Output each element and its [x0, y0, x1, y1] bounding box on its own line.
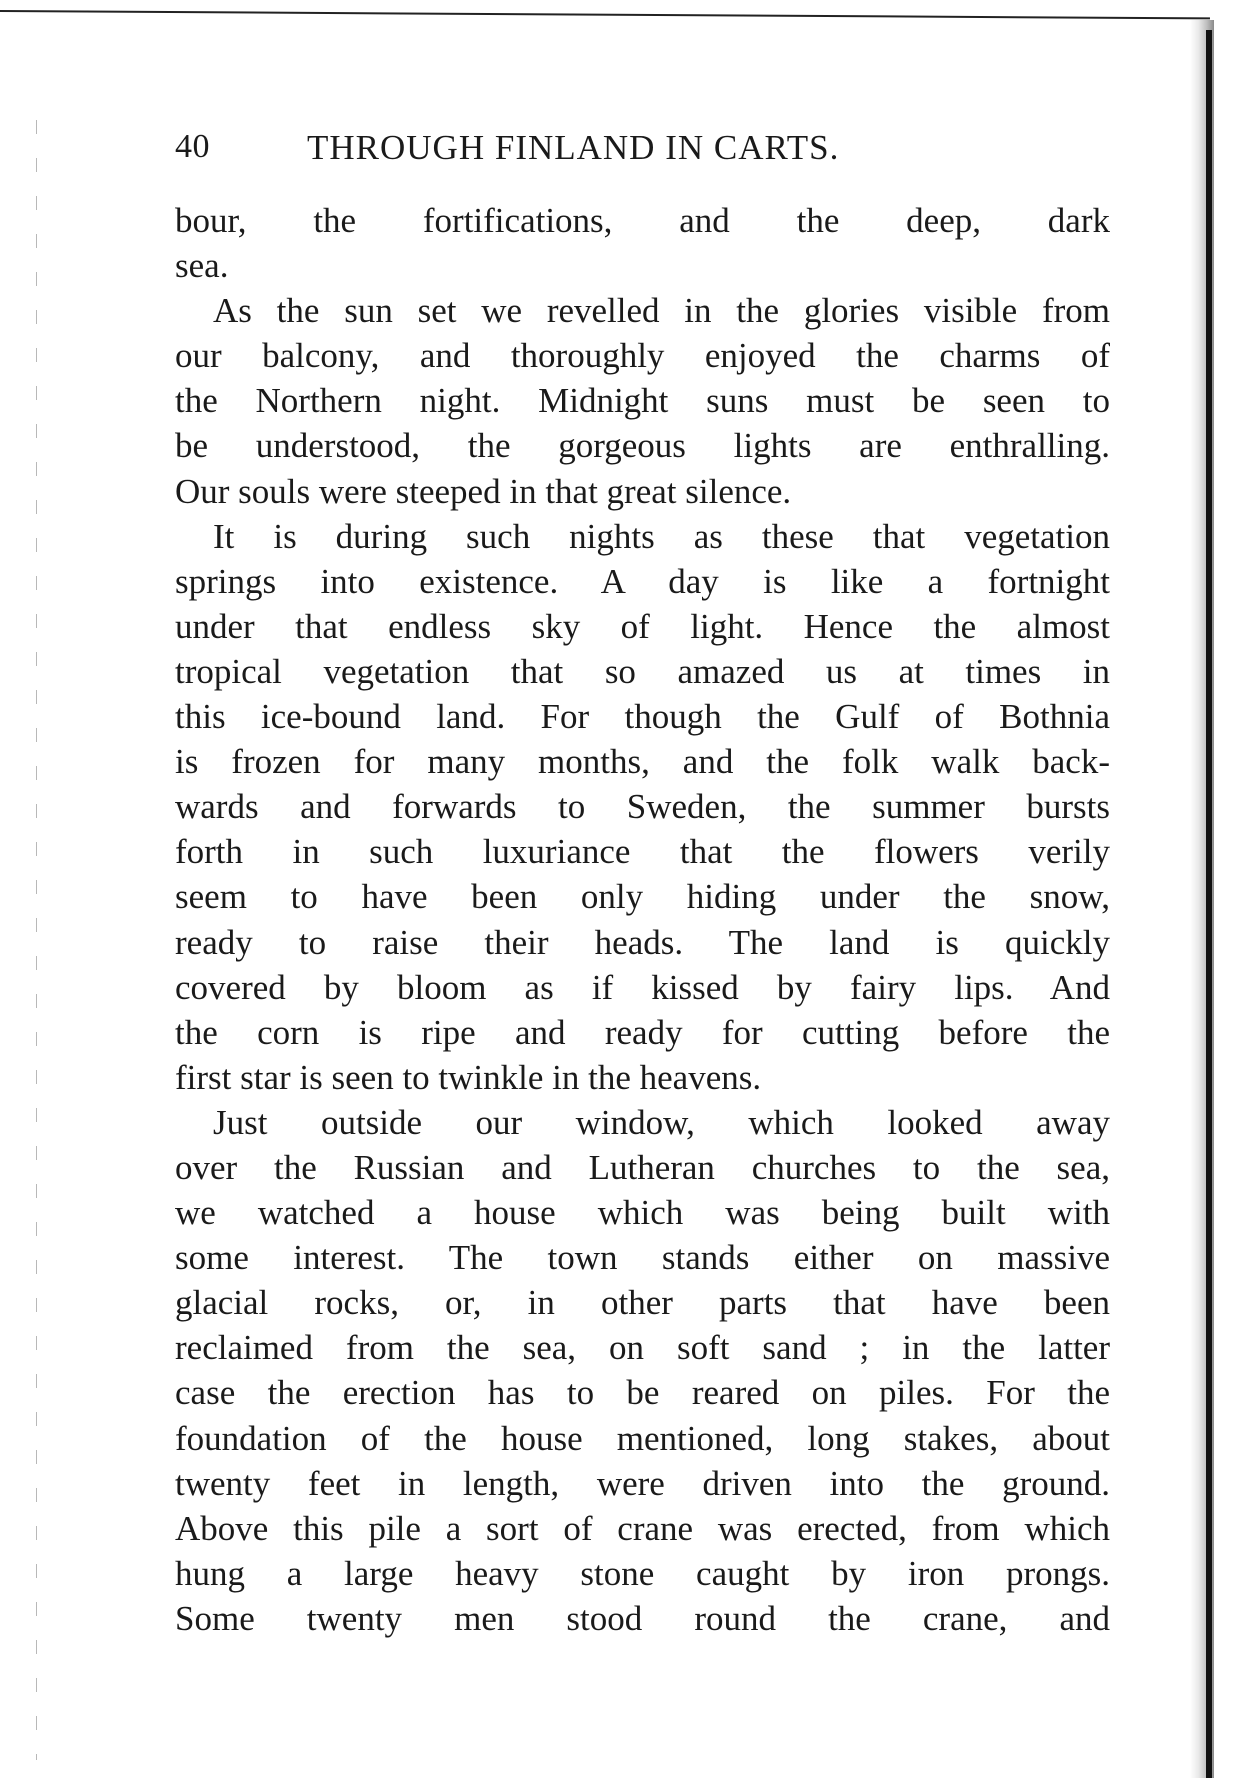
text-line: sea. [175, 246, 229, 286]
text-line: Just outside our window, which looked away [213, 1102, 1110, 1142]
left-page-edge [36, 120, 37, 1760]
text-line: first star is seen to twinkle in the heavens. [175, 1057, 762, 1097]
page-header [175, 128, 1105, 180]
text-line: seem to have been only hiding under the snow, [175, 877, 1110, 917]
spine-edge [1206, 30, 1212, 1778]
text-line: foundation of the house mentioned, long stakes, about [175, 1418, 1110, 1458]
page-number: 40 [175, 128, 210, 165]
top-scan-rule [0, 10, 1210, 19]
text-line: under that endless sky of light. Hence the almost [175, 606, 1110, 646]
text-line: our balcony, and thoroughly enjoyed the charms of [175, 336, 1110, 376]
text-line: case the erection has to be reared on piles. For the [175, 1373, 1110, 1413]
text-line: over the Russian and Lutheran churches to the sea, [175, 1147, 1110, 1187]
running-title: THROUGH FINLAND IN CARTS. [307, 128, 840, 167]
text-line: tropical vegetation that so amazed us at times in [175, 651, 1110, 691]
text-line: this ice-bound land. For though the Gulf of Bothnia [175, 697, 1110, 737]
text-line: hung a large heavy stone caught by iron prongs. [175, 1553, 1110, 1593]
text-line: forth in such luxuriance that the flowers verily [175, 832, 1110, 872]
text-line: some interest. The town stands either on massive [175, 1238, 1110, 1278]
text-line: springs into existence. A day is like a fortnight [175, 561, 1110, 601]
text-line: As the sun set we revelled in the glories visible from [213, 291, 1110, 331]
text-line: bour, the fortifications, and the deep, dark [175, 201, 1110, 240]
text-line: Above this pile a sort of crane was erected, from which [175, 1508, 1110, 1548]
text-line: twenty feet in length, were driven into the ground. [175, 1463, 1110, 1503]
text-line: covered by bloom as if kissed by fairy lips. And [175, 967, 1110, 1007]
text-line: ready to raise their heads. The land is quickly [175, 922, 1110, 962]
body-text [175, 198, 1110, 1641]
text-line: the Northern night. Midnight suns must be seen to [175, 381, 1110, 421]
text-line: glacial rocks, or, in other parts that have been [175, 1283, 1110, 1323]
text-line: wards and forwards to Sweden, the summer bursts [175, 787, 1110, 827]
text-line: the corn is ripe and ready for cutting before the [175, 1012, 1110, 1052]
text-line: Our souls were steeped in that great silence. [175, 471, 792, 511]
text-line: Some twenty men stood round the crane, and [175, 1598, 1110, 1638]
text-line: we watched a house which was being built with [175, 1193, 1110, 1233]
text-line: be understood, the gorgeous lights are enthralling. [175, 426, 1110, 466]
text-line: It is during such nights as these that vegetation [213, 516, 1110, 556]
text-line: reclaimed from the sea, on soft sand ; in the latter [175, 1328, 1110, 1368]
text-line: is frozen for many months, and the folk walk back- [175, 742, 1110, 782]
